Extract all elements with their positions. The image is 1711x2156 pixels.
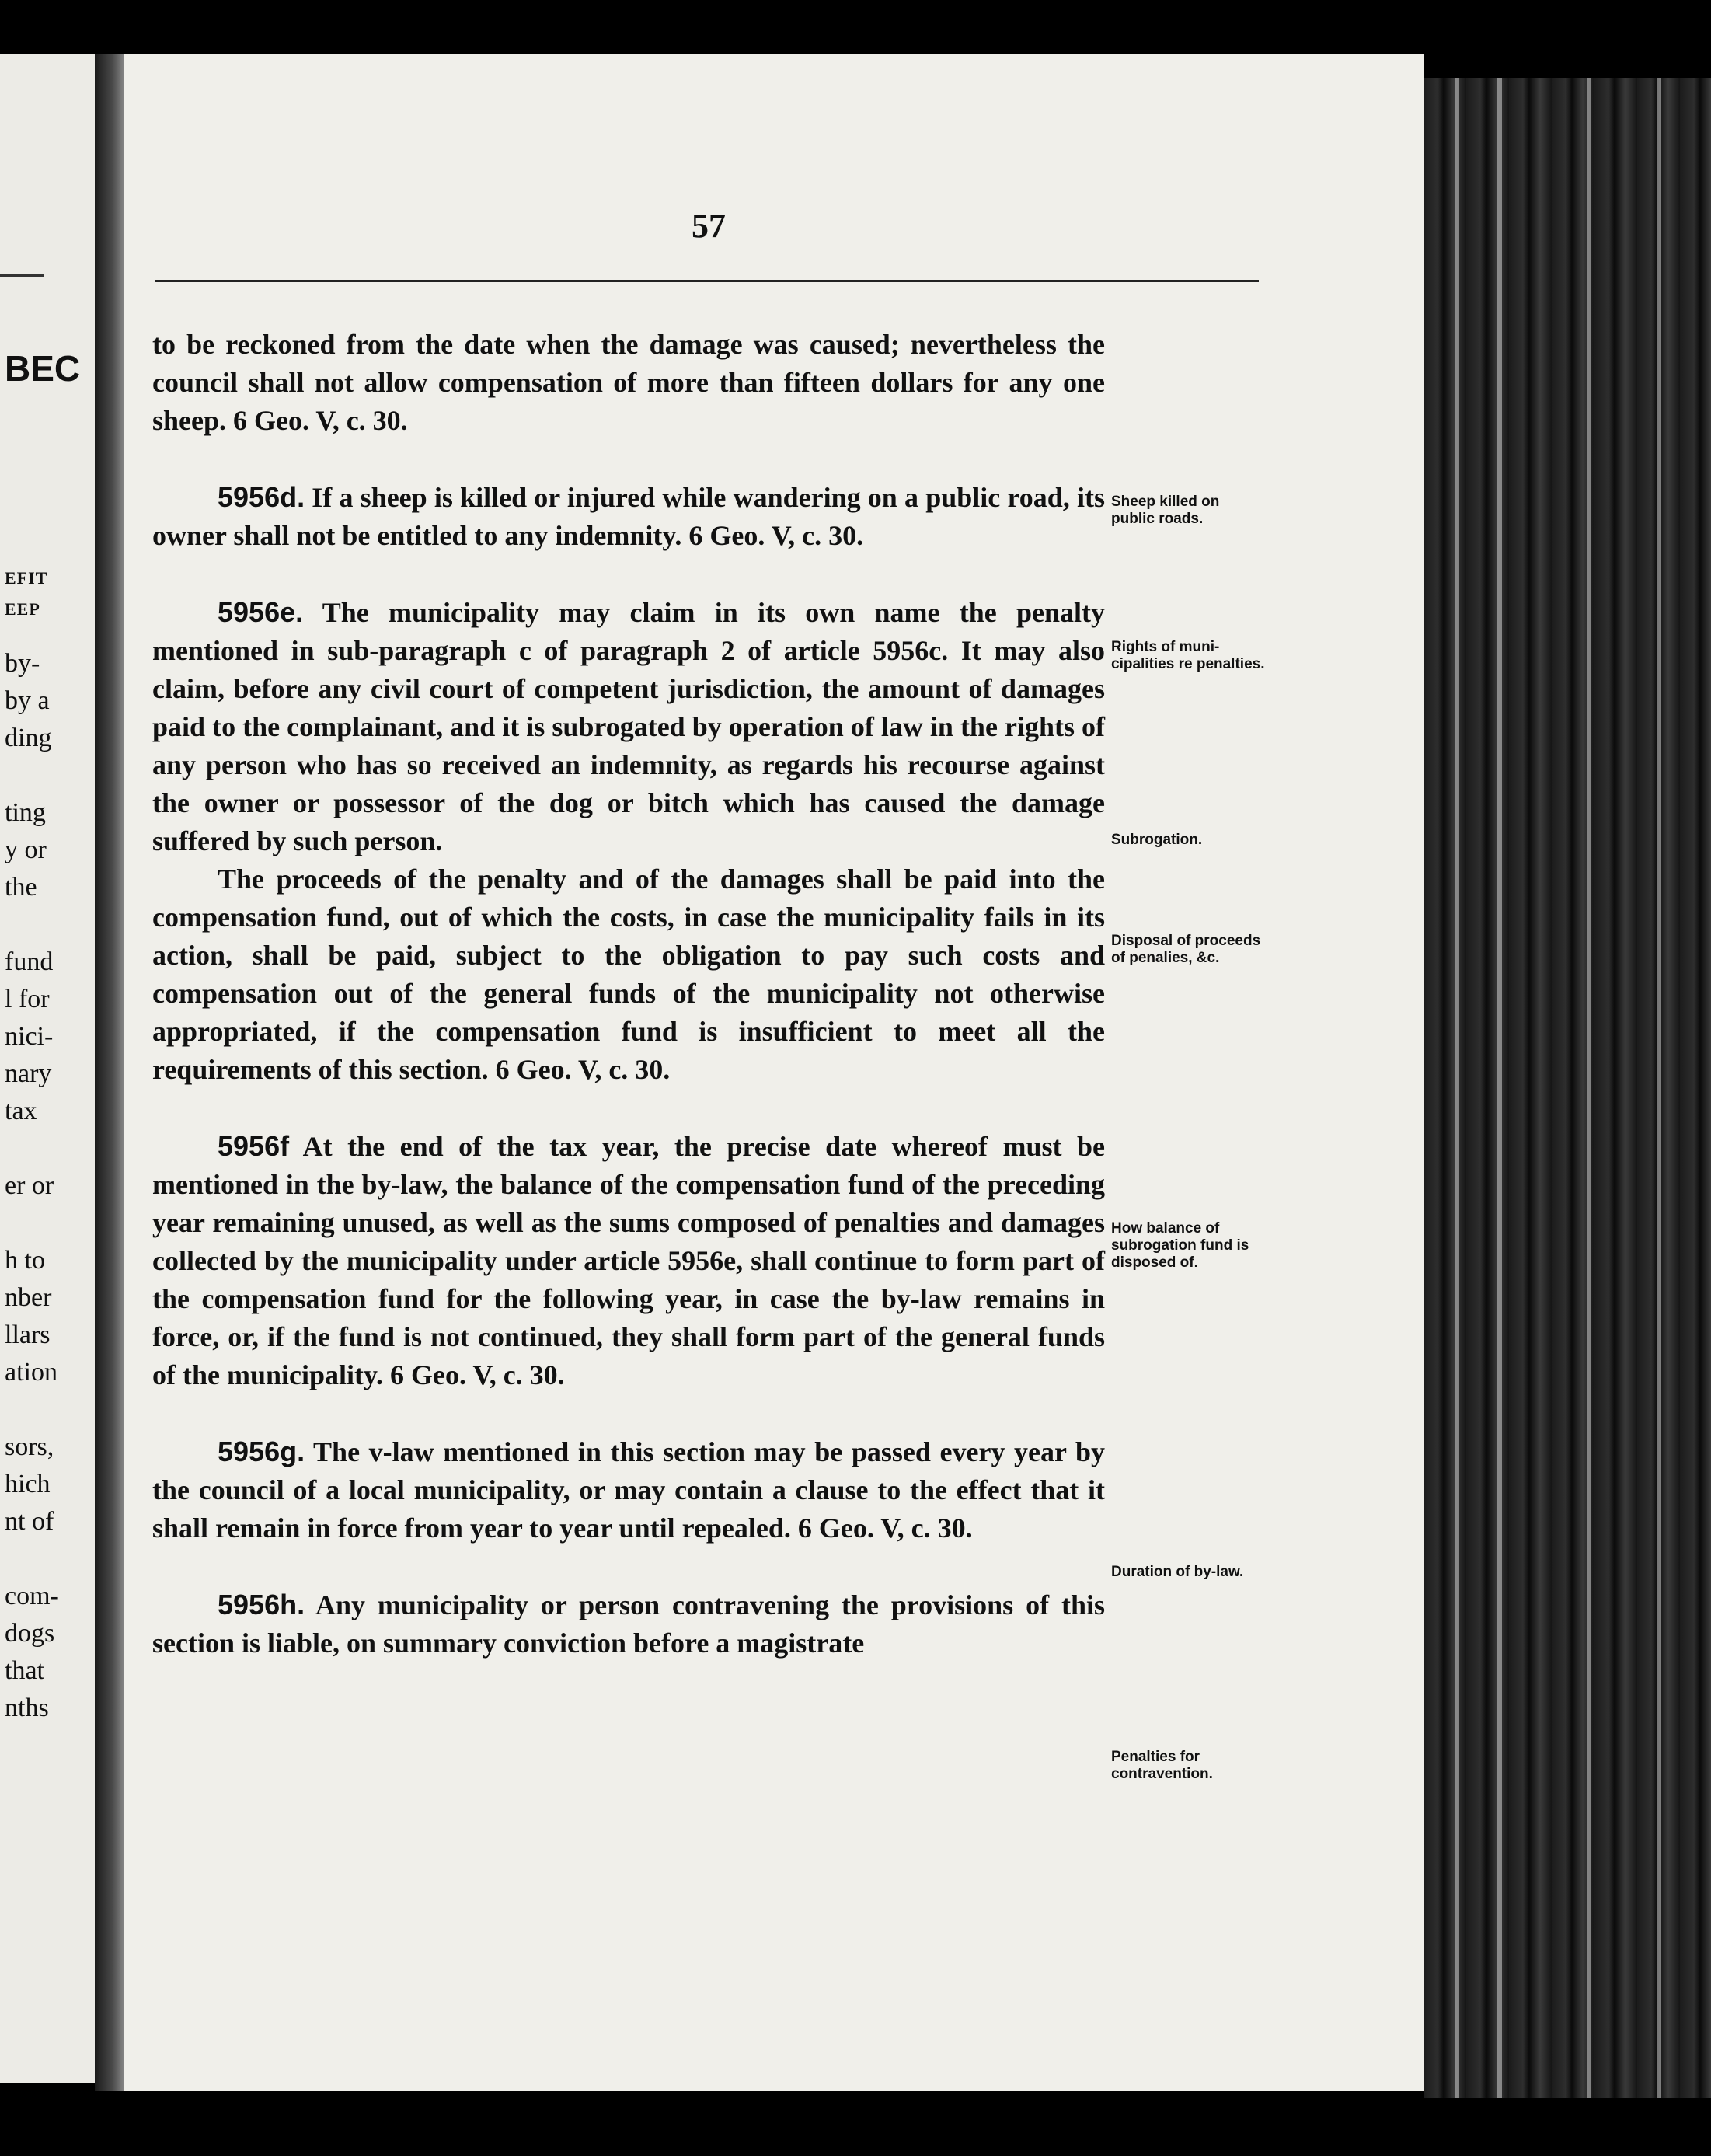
facing-page-line: llars: [5, 1320, 51, 1349]
facing-page-line: the: [5, 873, 37, 902]
article-number: 5956e.: [218, 596, 304, 628]
paragraph: The proceeds of the penalty and of the damages shall be paid into the compensation fund, out of which the costs, in case the municipality fails in its action, shall be paid, subject to the obligation to pay such costs and compensation out of the general funds of the municipality not otherwise appropriated, if the compensation fund is insufficient to meet all the requirements of this section. 6 Geo. V, c. 30.: [152, 863, 1105, 1085]
page-number: 57: [692, 207, 726, 245]
facing-page-line: y or: [5, 836, 47, 864]
paragraph: to be reckoned from the date when the damage was caused; nevertheless the council shall not allow compensation of more than fifteen dollars for any one sheep. 6 Geo. V, c. 30.: [152, 329, 1105, 436]
facing-page-rule: [0, 274, 44, 277]
facing-page-line: nici-: [5, 1022, 54, 1051]
paragraph-5956f: [152, 1127, 1105, 1394]
facing-page-line: that: [5, 1656, 44, 1685]
facing-page-line: ting: [5, 798, 46, 827]
book-gutter: [95, 54, 124, 2091]
facing-page-line: dogs: [5, 1619, 55, 1648]
facing-page-line: nary: [5, 1059, 52, 1088]
facing-page-line: l for: [5, 985, 50, 1013]
facing-page-line: ding: [5, 724, 52, 752]
facing-page-line: by a: [5, 686, 50, 715]
paragraph-text: At the end of the tax year, the precise date whereof must be mentioned in the by-law, the balance of the compensation fund of the preceding year remaining unused, as well as the sums composed of penalties and damages collected by the municipality under article 5956e, shall continue to form part of the compensation fund for the following year, in case the by-law remains in force, or, if the fund is not continued, they shall form part of the general funds of the municipality. 6 Geo. V, c. 30.: [152, 1131, 1105, 1390]
margin-note: Duration of by-law.: [1111, 1564, 1244, 1580]
paragraph-text: If a sheep is killed or injured while wandering on a public road, its owner shall not be entitled to any indemnity. 6 Geo. V, c. 30.: [152, 482, 1105, 551]
binding-edge: [1424, 78, 1711, 2098]
facing-page-line: fund: [5, 947, 54, 976]
margin-note: Sheep killed on public roads.: [1111, 494, 1220, 527]
facing-page-line: er or: [5, 1171, 54, 1200]
paragraph-5956e: [152, 593, 1105, 860]
facing-page-line: nths: [5, 1694, 49, 1722]
header-rule: [155, 280, 1259, 282]
article-number: 5956f: [218, 1130, 290, 1162]
facing-page-caps: EFIT: [5, 568, 48, 588]
facing-page-line: com-: [5, 1582, 59, 1610]
margin-note: Subrogation.: [1111, 832, 1203, 848]
margin-note: How balance of subrogation fund is disposed of.: [1111, 1220, 1249, 1271]
paragraph-text: The municipality may claim in its own name the penalty mentioned in sub-paragraph c of paragraph 2 of article 5956c. It may also claim, before any civil court of competent jurisdiction, the amount of damages paid to the complainant, and it is subrogated by operation of law in the rights of any person who has so received an indemnity, as regards his recourse against the owner or possessor of the dog or bitch which has caused the damage suffered by such person.: [152, 597, 1105, 856]
facing-page-line: ation: [5, 1358, 57, 1387]
margin-note: Penalties for contravention.: [1111, 1749, 1213, 1782]
facing-page-line: h to: [5, 1246, 45, 1275]
facing-page-caps: EEP: [5, 599, 40, 619]
margin-note: Disposal of proceeds of penalies, &c.: [1111, 933, 1261, 966]
facing-page-fragment: [0, 54, 95, 2083]
margin-note: Rights of municipalities re penalties.: [1111, 639, 1265, 672]
facing-page-line: nber: [5, 1283, 52, 1312]
paragraph-5956h: [152, 1586, 1105, 1662]
article-number: 5956d.: [218, 481, 305, 513]
paragraph-5956d: [152, 478, 1105, 555]
paragraph-5956g: [152, 1432, 1105, 1547]
document-page: [124, 54, 1424, 2091]
facing-page-line: hich: [5, 1470, 51, 1498]
article-number: 5956h.: [218, 1589, 305, 1620]
facing-page-line: nt of: [5, 1507, 54, 1536]
paragraph-text: Any municipality or person contravening the provisions of this section is liable, on summary conviction before a magistrate: [152, 1589, 1105, 1659]
article-number: 5956g.: [218, 1436, 305, 1467]
paragraph-text: The v-law mentioned in this section may be passed every year by the council of a local municipality, or may contain a clause to the effect that it shall remain in force from year to year until repealed. 6 Geo. V, c. 30.: [152, 1436, 1105, 1544]
facing-page-line: by-: [5, 649, 40, 678]
facing-page-line: sors,: [5, 1432, 54, 1461]
body-text: [152, 326, 1105, 1662]
facing-page-line: tax: [5, 1097, 37, 1125]
facing-page-header: BEC: [5, 348, 81, 389]
